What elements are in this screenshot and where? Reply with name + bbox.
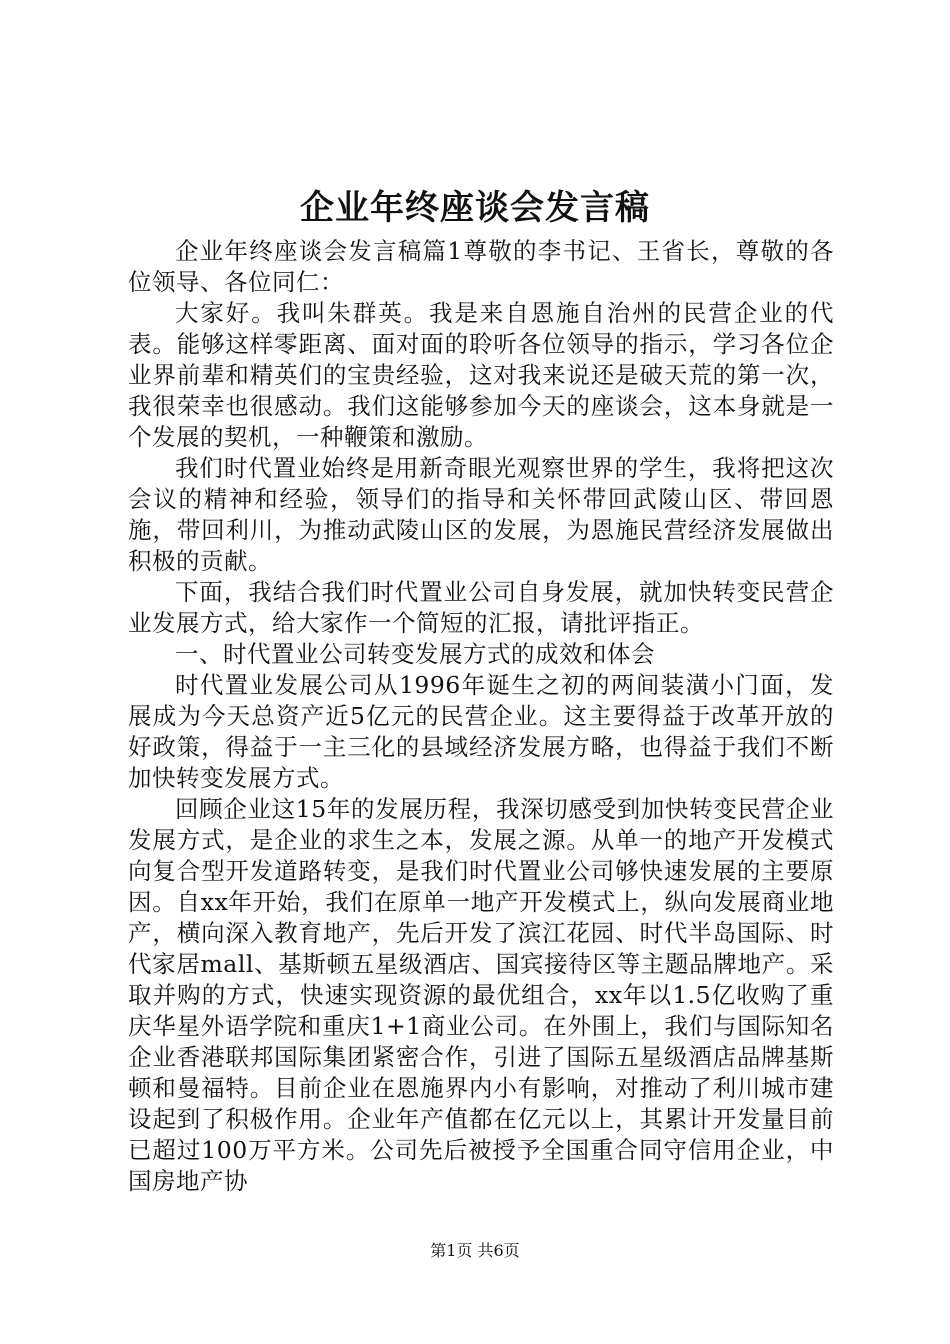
document-title: 企业年终座谈会发言稿 xyxy=(300,188,650,228)
document-body xyxy=(128,236,834,1197)
page-number-footer: 第1页 共6页 xyxy=(430,1241,520,1260)
paragraph: 企业年终座谈会发言稿篇1尊敬的李书记、王省长，尊敬的各位领导、各位同仁： xyxy=(128,237,834,296)
paragraph: 时代置业发展公司从1996年诞生之初的两间装潢小门面，发展成为今天总资产近5亿元的民营企业。这主要得益于改革开放的好政策，得益于一主三化的县域经济发展方略，也得益于我们不断加快转变发展方式。 xyxy=(128,671,834,792)
paragraph: 我们时代置业始终是用新奇眼光观察世界的学生，我将把这次会议的精神和经验，领导们的指导和关怀带回武陵山区、带回恩施，带回利川，为推动武陵山区的发展，为恩施民营经济发展做出积极的贡献。 xyxy=(128,454,834,575)
section-heading: 一、时代置业公司转变发展方式的成效和体会 xyxy=(175,640,655,668)
paragraph: 下面，我结合我们时代置业公司自身发展，就加快转变民营企业发展方式，给大家作一个简短的汇报，请批评指正。 xyxy=(128,578,834,637)
paragraph: 回顾企业这15年的发展历程，我深切感受到加快转变民营企业发展方式，是企业的求生之本，发展之源。从单一的地产开发模式向复合型开发道路转变，是我们时代置业公司够快速发展的主要原因。自xx年开始，我们在原单一地产开发模式上，纵向发展商业地产，横向深入教育地产，先后开发了滨江花园、时代半岛国际、时代家居mall、基斯顿五星级酒店、国宾接待区等主题品牌地产。采取并购的方式，快速实现资源的最优组合，xx年以1.5亿收购了重庆华星外语学院和重庆1+1商业公司。在外围上，我们与国际知名企业香港联邦国际集团紧密合作，引进了国际五星级酒店品牌基斯顿和曼福特。目前企业在恩施界内小有影响，对推动了利川城市建设起到了积极作用。企业年产值都在亿元以上，其累计开发量目前已超过100万平方米。公司先后被授予全国重合同守信用企业，中国房地产协 xyxy=(128,795,834,1195)
paragraph: 大家好。我叫朱群英。我是来自恩施自治州的民营企业的代表。能够这样零距离、面对面的聆听各位领导的指示，学习各位企业界前辈和精英们的宝贵经验，这对我来说还是破天荒的第一次，我很荣幸也很感动。我们这能够参加今天的座谈会，这本身就是一个发展的契机，一种鞭策和激励。 xyxy=(128,299,834,451)
